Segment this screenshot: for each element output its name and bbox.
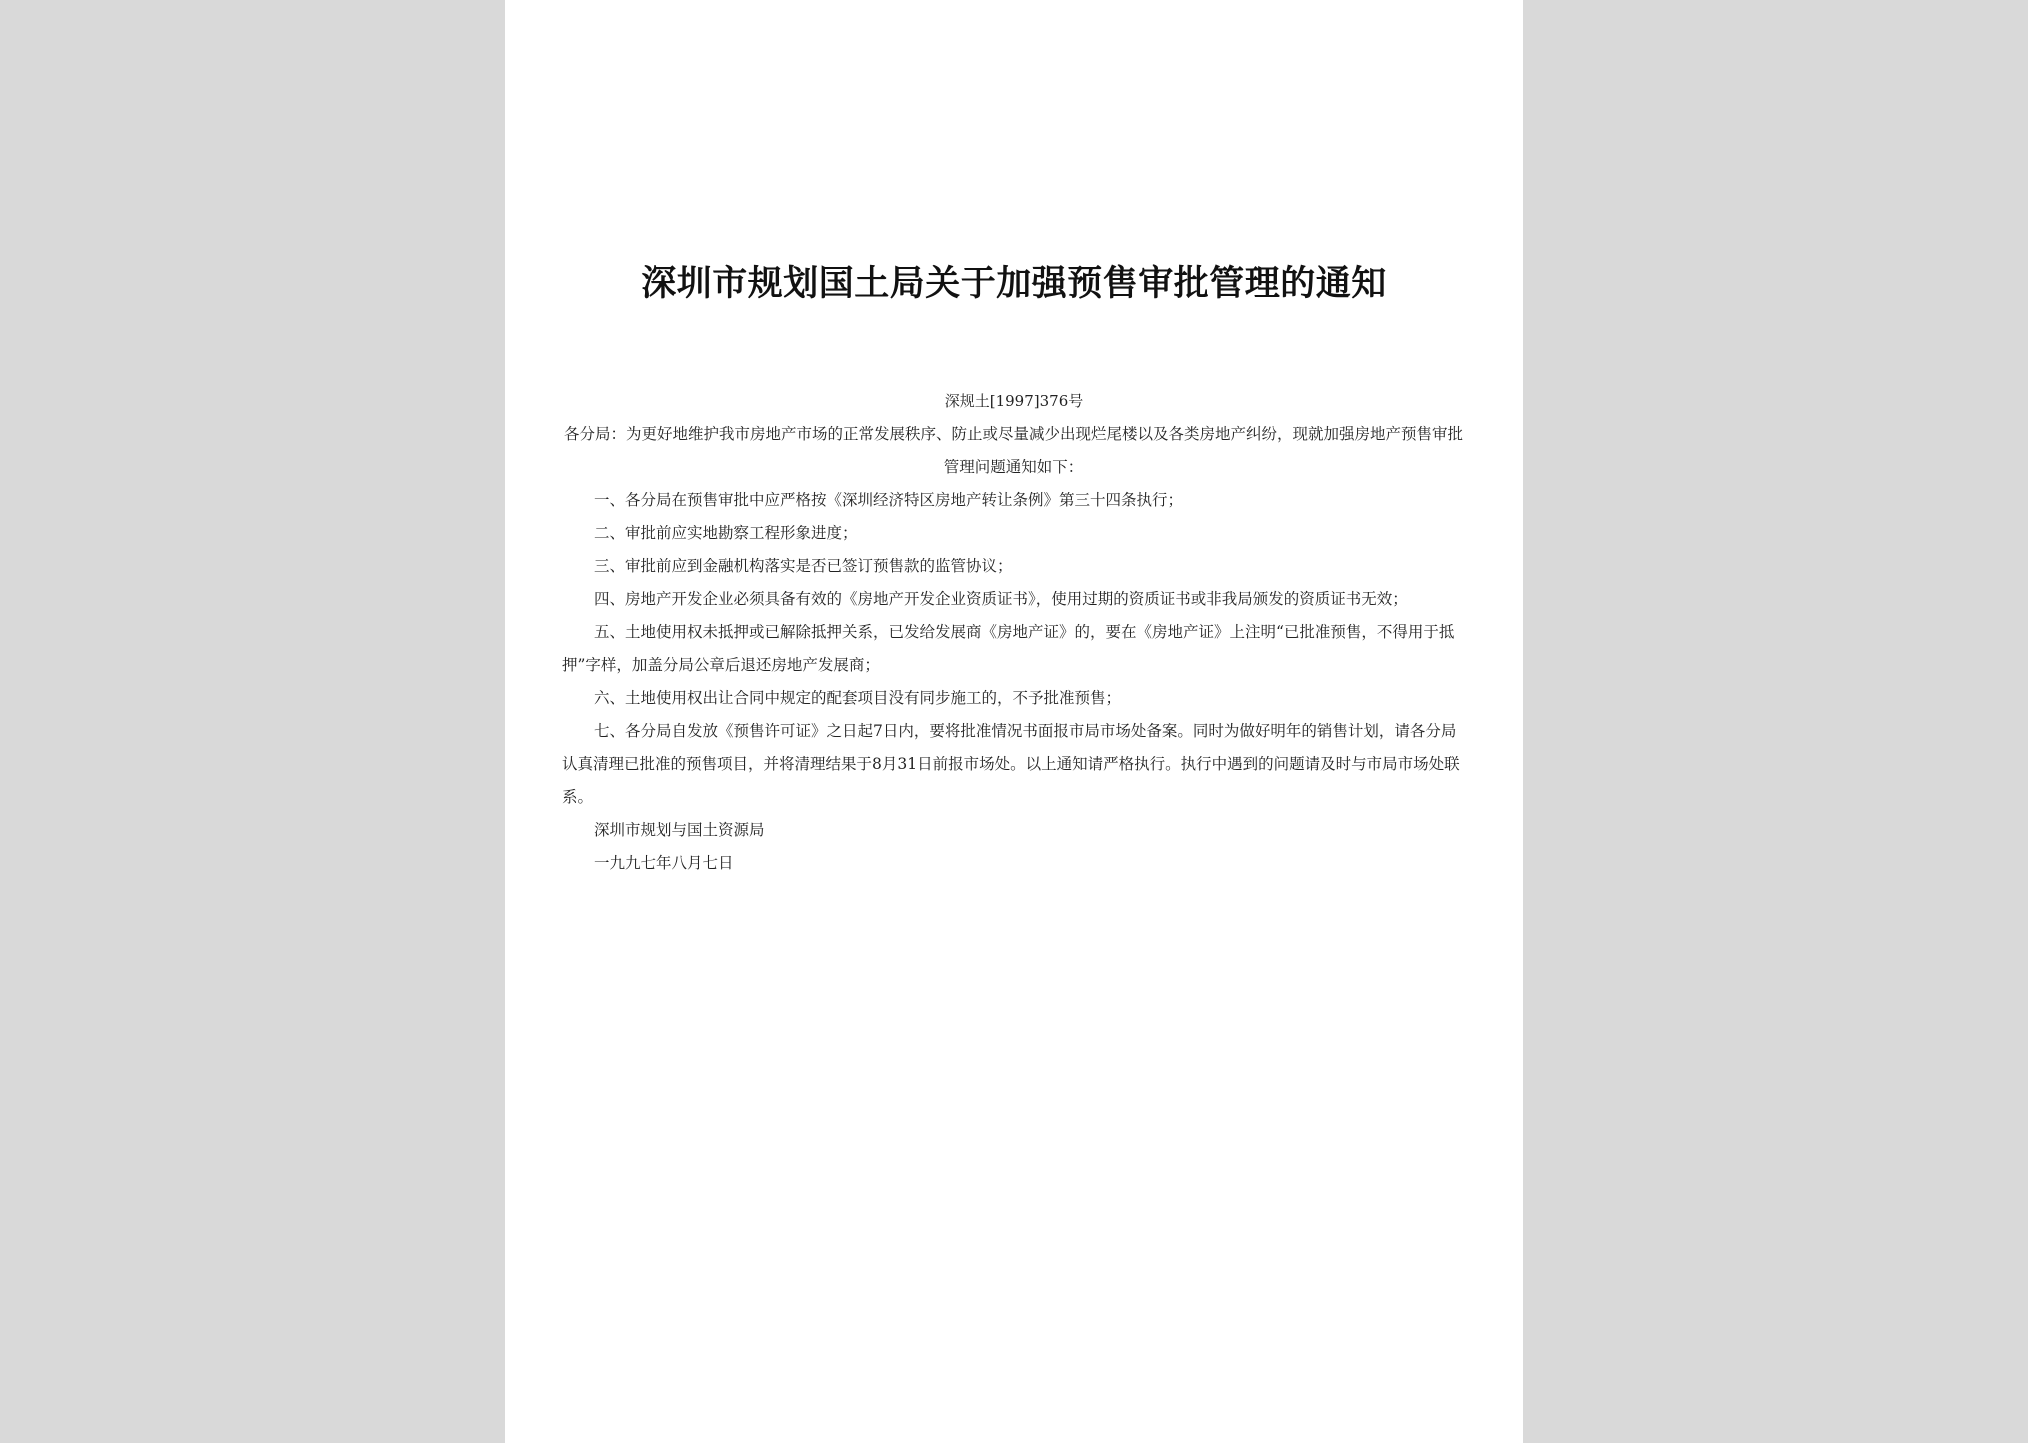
item-2: 二、审批前应实地勘察工程形象进度； [594, 524, 858, 542]
salutation-paragraph: 各分局：为更好地维护我市房地产市场的正常发展秩序、防止或尽量减少出现烂尾楼以及各类房地产纠纷，现就加强房地产预售审批管理问题通知如下： [563, 425, 1463, 476]
item-5: 五、土地使用权未抵押或已解除抵押关系，已发给发展商《房地产证》的，要在《房地产证》上注明“已批准预售，不得用于抵押”字样，加盖分局公章后退还房地产发展商； [562, 623, 1455, 674]
document-title: 深圳市规划国土局关于加强预售审批管理的通知 [641, 263, 1387, 304]
document-page [505, 0, 1523, 1443]
document-body [562, 418, 1465, 880]
item-6: 六、土地使用权出让合同中规定的配套项目没有同步施工的，不予批准预售； [594, 689, 1122, 707]
item-3: 三、审批前应到金融机构落实是否已签订预售款的监管协议； [594, 557, 1013, 575]
item-1: 一、各分局在预售审批中应严格按《深圳经济特区房地产转让条例》第三十四条执行； [594, 491, 1184, 509]
document-number: 深规土[1997]376号 [944, 392, 1084, 410]
item-7: 七、各分局自发放《预售许可证》之日起7日内，要将批准情况书面报市局市场处备案。同时为做好明年的销售计划，请各分局认真清理已批准的预售项目，并将清理结果于8月31日前报市场处。以上通知请严格执行。执行中遇到的问题请及时与市局市场处联系。 [562, 722, 1460, 806]
item-4: 四、房地产开发企业必须具备有效的《房地产开发企业资质证书》，使用过期的资质证书或非我局颁发的资质证书无效； [594, 590, 1408, 608]
issue-date: 一九九七年八月七日 [594, 854, 734, 872]
issuer-name: 深圳市规划与国土资源局 [594, 821, 765, 839]
